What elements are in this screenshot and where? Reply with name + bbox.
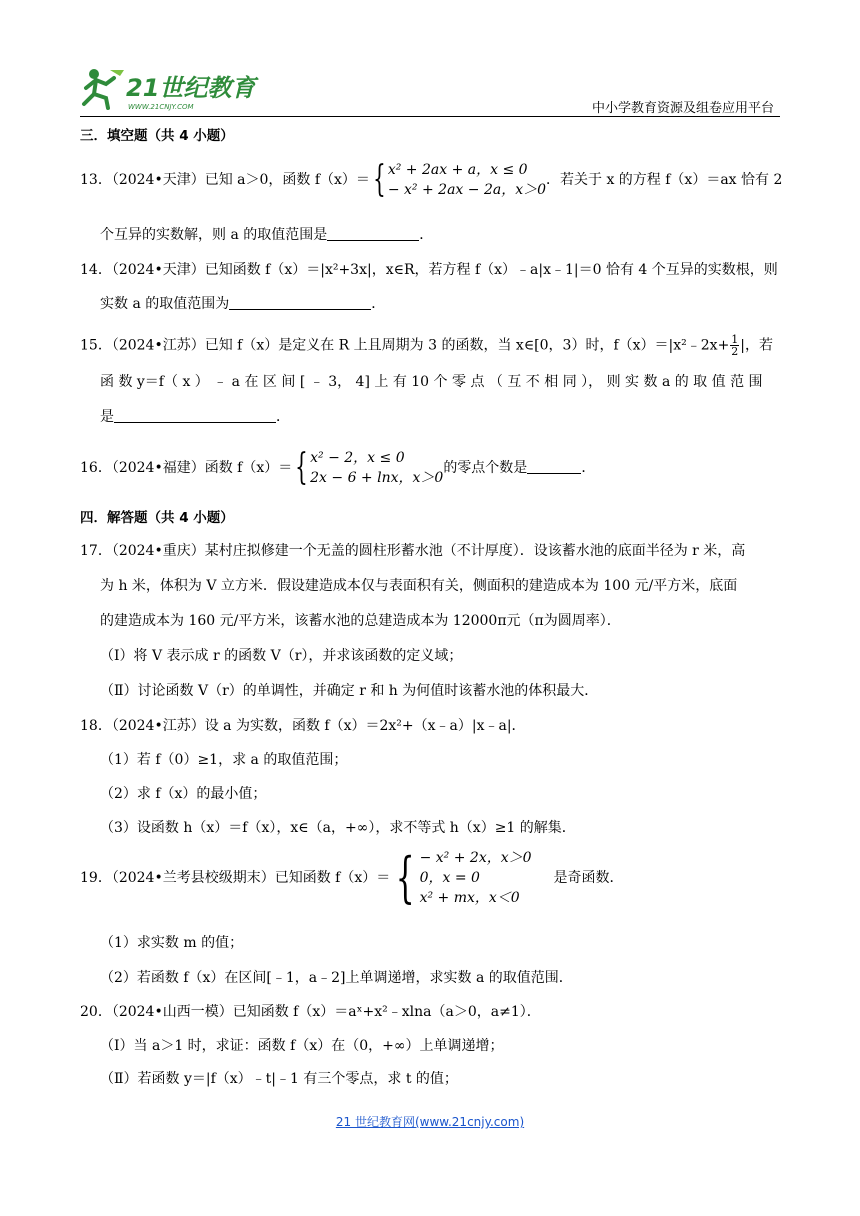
question-17-line-1: 17．（2024•重庆）某村庄拟修建一个无盖的圆柱形蓄水池（不计厚度）．设该蓄水池的底面半径为 r 米，高 xyxy=(80,543,746,559)
piecewise-function: { x² + 2ax + a，x ≤ 0 − x² + 2ax − 2a，x＞0 xyxy=(373,159,546,200)
question-18-line-1: 18．（2024•江苏）设 a 为实数，函数 f（x）＝2x²+（x﹣a）|x﹣a|． xyxy=(80,718,526,734)
question-17-part-2: （Ⅱ）讨论函数 V（r）的单调性，并确定 r 和 h 为何值时该蓄水池的体积最大． xyxy=(100,683,599,699)
question-15-line-1: 15．（2024•江苏）已知 f（x）是定义在 R 上且周期为 3 的函数，当 x∈[0，3）时，f（x）＝|x²﹣2x+ $\frac{1}{2}$ |，若 xyxy=(80,333,774,358)
answer-blank[interactable] xyxy=(229,295,371,310)
question-18-part-1: （1）若 f（0）≥1，求 a 的取值范围； xyxy=(100,752,348,768)
question-17-line-2: 为 h 米，体积为 V 立方米．假设建造成本仅与表面积有关，侧面积的建造成本为 100 元/平方米，底面 xyxy=(100,578,738,594)
answer-blank[interactable] xyxy=(114,408,276,423)
question-18-part-2: （2）求 f（x）的最小值； xyxy=(100,786,267,802)
piecewise-function: { x² − 2，x ≤ 0 2x − 6 + lnx，x＞0 xyxy=(295,447,444,488)
question-13-line-1: 13．（2024•天津）已知 a＞0，函数 f（x）＝{ x² + 2ax + a，x ≤ 0 − x² + 2ax − 2a，x＞0 ．若关于 x 的方程 f（x）＝ax 恰有 2 xyxy=(80,159,783,200)
question-19-part-2: （2）若函数 f（x）在区间[﹣1，a﹣2]上单调递增，求实数 a 的取值范围． xyxy=(100,970,573,986)
runner-logo-icon xyxy=(80,66,260,114)
svg-text:21世纪教育: 21世纪教育 xyxy=(126,74,256,102)
question-14-line-2: 实数 a 的取值范围为 ． xyxy=(100,296,386,312)
header-rule xyxy=(80,116,780,117)
section-fill-in-title: 三．填空题（共 4 小题） xyxy=(80,128,234,144)
question-20-part-1: （Ⅰ）当 a＞1 时，求证：函数 f（x）在（0，+∞）上单调递增； xyxy=(100,1038,504,1054)
question-15-line-3: 是 ． xyxy=(100,409,290,425)
question-19-part-1: （1）求实数 m 的值； xyxy=(100,935,244,951)
platform-name: 中小学教育资源及组卷应用平台 xyxy=(591,101,774,116)
section-solve-title: 四．解答题（共 4 小题） xyxy=(80,510,234,526)
question-14-line-1: 14．（2024•天津）已知函数 f（x）＝|x²+3x|，x∈R，若方程 f（x）﹣a|x﹣1|＝0 恰有 4 个互异的实数根，则 xyxy=(80,262,778,278)
question-17-part-1: （Ⅰ）将 V 表示成 r 的函数 V（r），并求该函数的定义域； xyxy=(100,648,463,664)
question-17-line-3: 的建造成本为 160 元/平方米，该蓄水池的总建造成本为 12000π元（π为圆周率）． xyxy=(100,613,621,629)
question-16: 16．（2024•福建）函数 f（x）＝{ x² − 2，x ≤ 0 2x − 6 + lnx，x＞0 的零点个数是 ． xyxy=(80,447,596,488)
question-20-part-2: （Ⅱ）若函数 y＝|f（x）﹣t|﹣1 有三个零点，求 t 的值； xyxy=(100,1071,458,1087)
question-18-part-3: （3）设函数 h（x）＝f（x），x∈（a，+∞），求不等式 h（x）≥1 的解集． xyxy=(100,820,576,836)
answer-blank[interactable] xyxy=(527,459,581,474)
footer-link[interactable]: 21 世纪教育网(www.21cnjy.com) xyxy=(335,1115,525,1129)
question-15-line-2: 函 数 y＝f（ x ） ﹣ a 在 区 间 [ ﹣ 3， 4] 上 有 10 个 零 点 （ 互 不 相 同 ）， 则 实 数 a 的 取 值 范 围 xyxy=(100,374,763,390)
fraction-one-half: $\frac{1}{2}$ xyxy=(731,333,739,358)
question-19: 19．（2024•兰考县校级期末）已知函数 f（x）＝ { − x² + 2x，x＞0 0，x = 0 x² + mx，x＜0 是奇函数． xyxy=(80,846,624,909)
site-logo xyxy=(80,66,260,114)
svg-text:WWW.21CNJY.COM: WWW.21CNJY.COM xyxy=(128,103,194,111)
question-20-line-1: 20．（2024•山西一模）已知函数 f（x）＝aˣ+x²﹣xlna（a＞0，a≠1）． xyxy=(80,1004,541,1020)
question-13-line-2: 个互异的实数解，则 a 的取值范围是 ． xyxy=(100,227,434,243)
answer-blank[interactable] xyxy=(327,226,419,241)
piecewise-function: { − x² + 2x，x＞0 0，x = 0 x² + mx，x＜0 xyxy=(395,846,532,909)
